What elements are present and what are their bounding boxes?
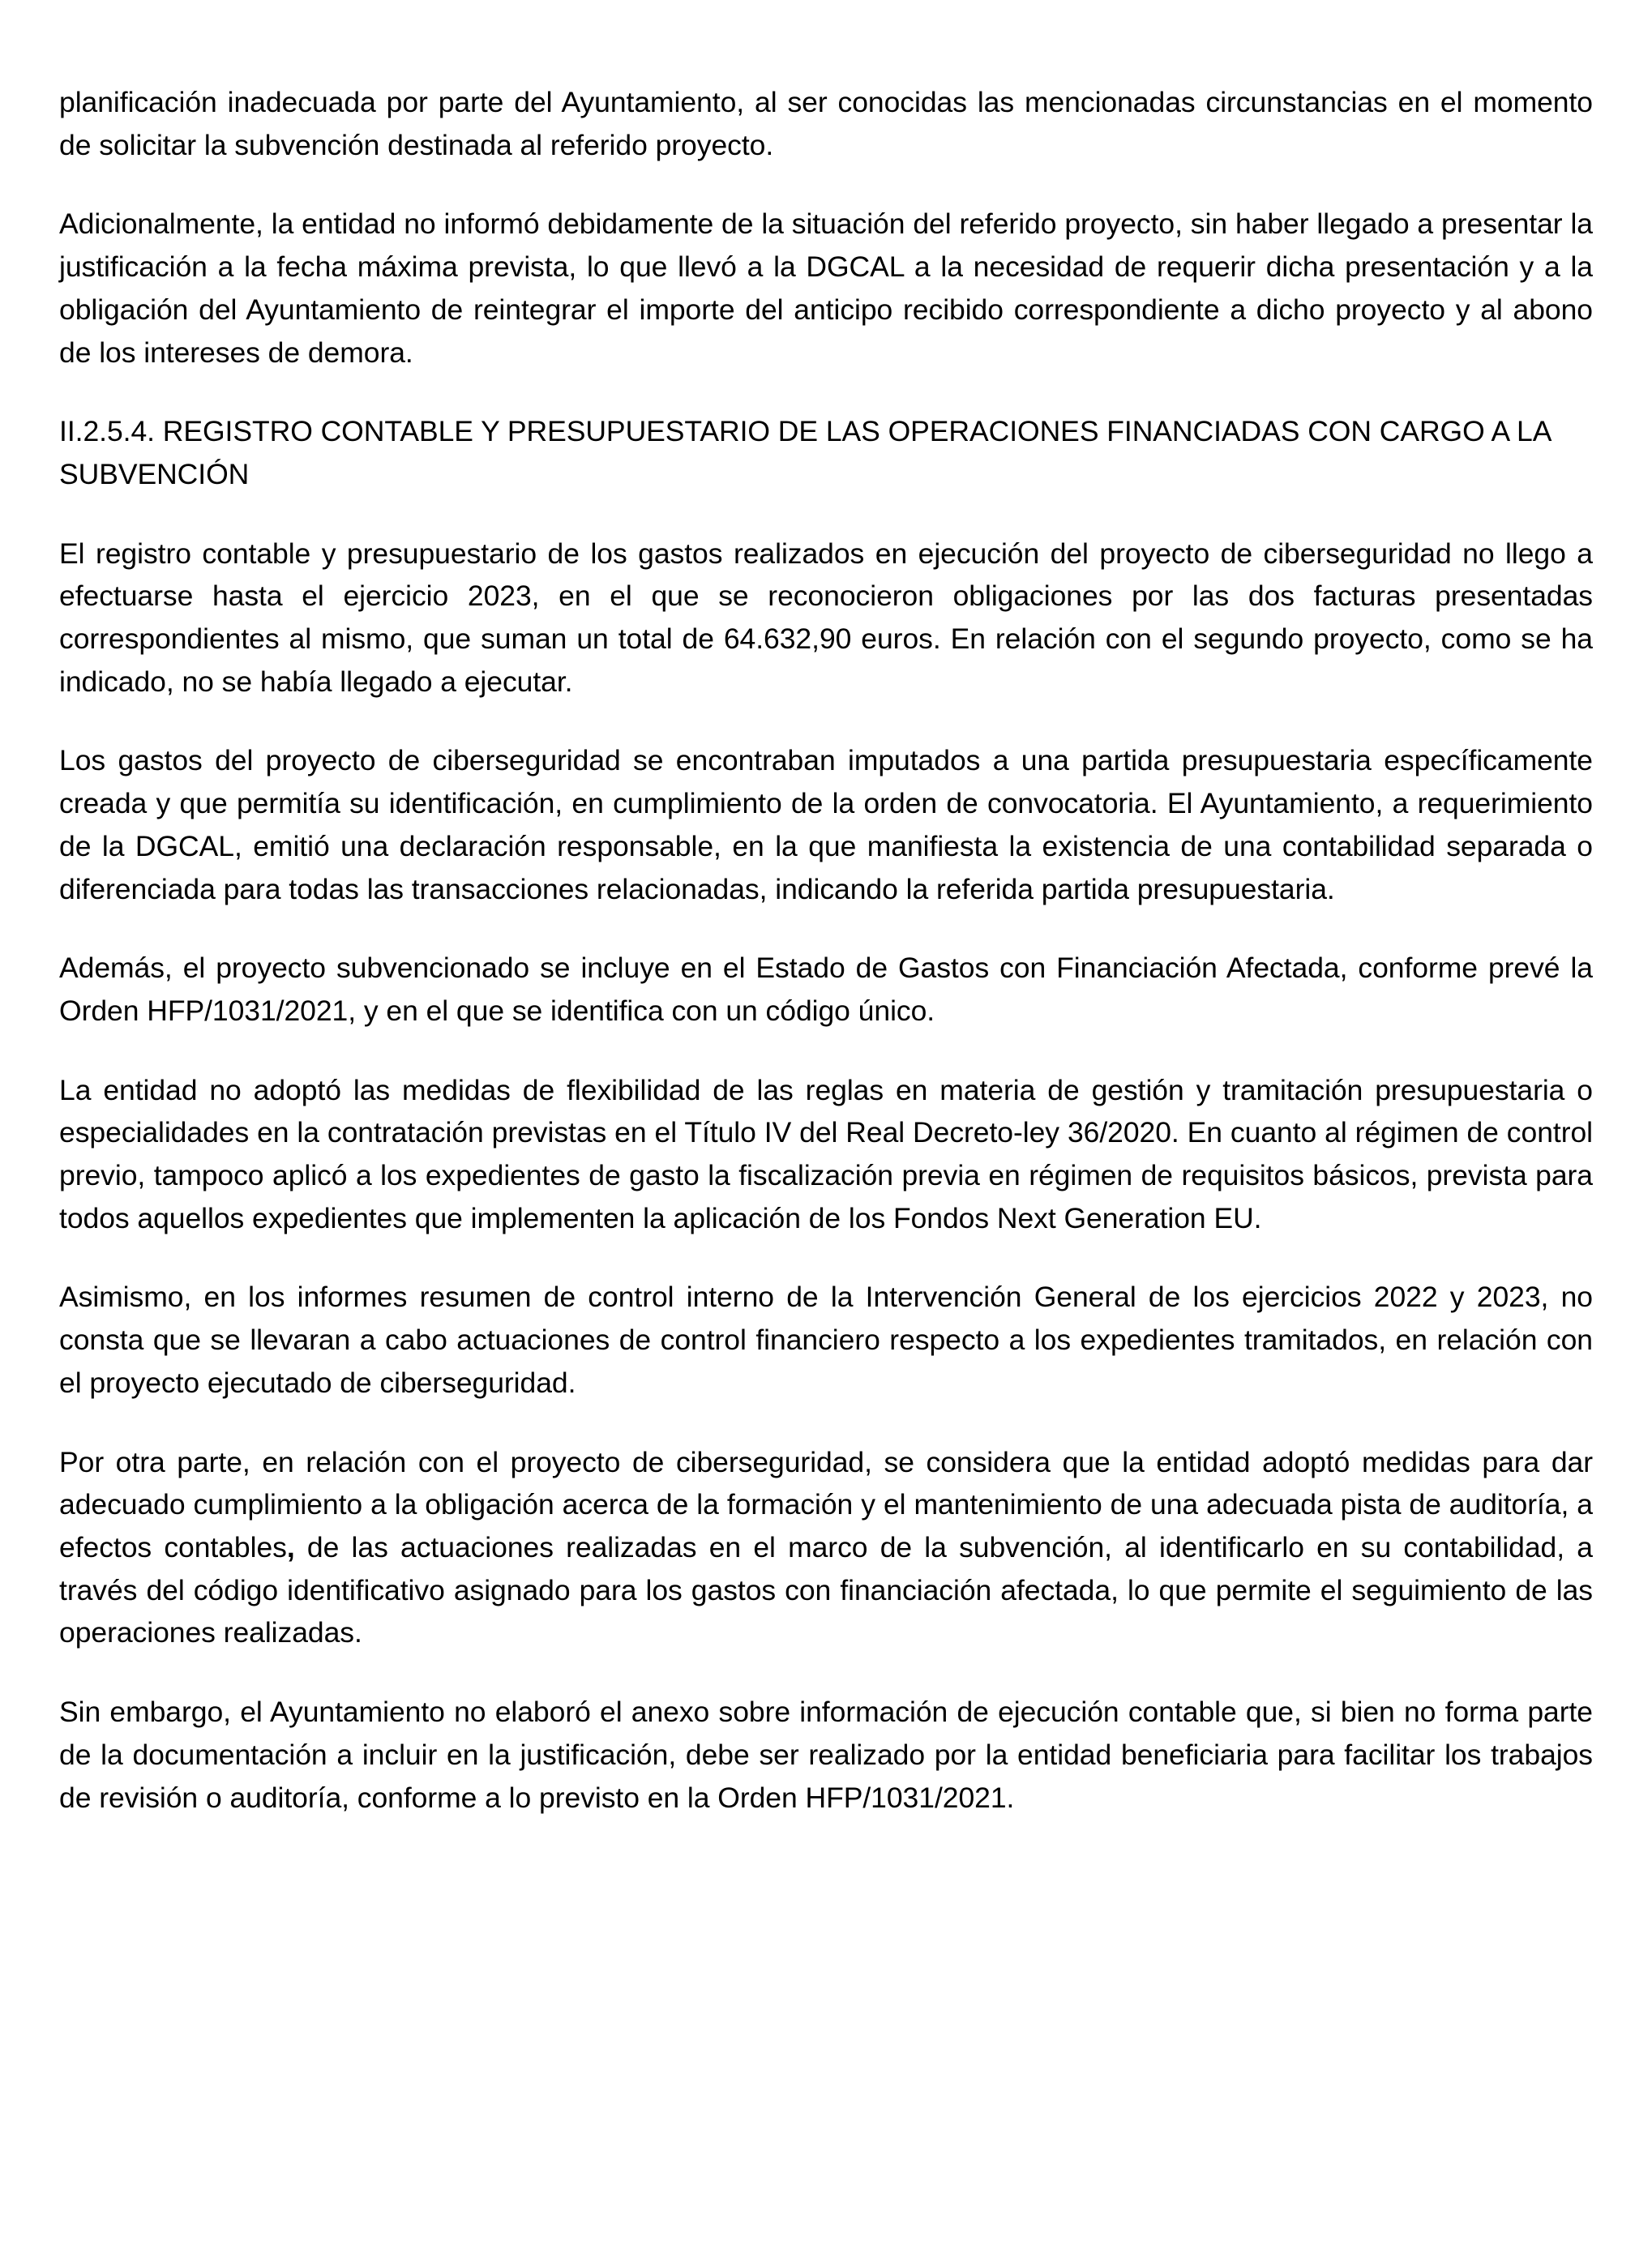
- emphasized-punctuation: ,: [286, 1530, 295, 1563]
- paragraph-informes-control-interno: Asimismo, en los informes resumen de control interno de la Intervención General de los ejercicios 2022 y 2023, no consta que se llevaran a cabo actuaciones de control financiero respecto a los expedientes tramitados, en relación con el proyecto ejecutado de ciberseguridad.: [59, 1281, 1593, 1399]
- paragraph-gastos-imputados: Los gastos del proyecto de ciberseguridad se encontraban imputados a una partida presupuestaria específicamente creada y que permitía su identificación, en cumplimiento de la orden de convocatoria. El Ayuntamiento, a requerimiento de la DGCAL, emitió una declaración responsable, en la que manifiesta la existencia de una contabilidad separada o diferenciada para todas las transacciones relacionadas, indicando la referida partida presupuestaria.: [59, 744, 1593, 905]
- paragraph-adicionalmente: Adicionalmente, la entidad no informó debidamente de la situación del referido proyecto, sin haber llegado a presentar la justificación a la fecha máxima prevista, lo que llevó a la DGCAL a la necesidad de requerir dicha presentación y a la obligación del Ayuntamiento de reintegrar el importe del anticipo recibido correspondiente a dicho proyecto y al abono de los intereses de demora.: [59, 207, 1593, 369]
- section-heading-ii-2-5-4: II.2.5.4. REGISTRO CONTABLE Y PRESUPUESTARIO DE LAS OPERACIONES FINANCIADAS CON CARGO A LA SUBVENCIÓN: [59, 415, 1551, 490]
- paragraph-anexo-ejecucion-contable: Sin embargo, el Ayuntamiento no elaboró el anexo sobre información de ejecución contable que, si bien no forma parte de la documentación a incluir en la justificación, debe ser realizado por la entidad beneficiaria para facilitar los trabajos de revisión o auditoría, conforme a lo previsto en la Orden HFP/1031/2021.: [59, 1696, 1593, 1814]
- paragraph-medidas-flexibilidad: La entidad no adoptó las medidas de flexibilidad de las reglas en materia de gestión y tramitación presupuestaria o especialidades en la contratación previstas en el Título IV del Real Decreto-ley 36/2020. En cuanto al régimen de control previo, tampoco aplicó a los expedientes de gasto la fiscalización previa en régimen de requisitos básicos, prevista para todos aquellos expedientes que implementen la aplicación de los Fondos Next Generation EU.: [59, 1073, 1593, 1234]
- paragraph-registro-contable: El registro contable y presupuestario de los gastos realizados en ejecución del proyecto de ciberseguridad no llego a efectuarse hasta el ejercicio 2023, en el que se reconocieron obligaciones por las dos facturas presentadas correspondientes al mismo, que suman un total de 64.632,90 euros. En relación con el segundo proyecto, como se ha indicado, no se había llegado a ejecutar.: [59, 537, 1593, 698]
- document-body: [59, 81, 1593, 1819]
- paragraph-estado-gastos-financiacion-afectada: Además, el proyecto subvencionado se incluye en el Estado de Gastos con Financiación Afectada, conforme prevé la Orden HFP/1031/2021, y en el que se identifica con un código único.: [59, 952, 1593, 1027]
- paragraph-planificacion-inadecuada: planificación inadecuada por parte del Ayuntamiento, al ser conocidas las mencionadas circunstancias en el momento de solicitar la subvención destinada al referido proyecto.: [59, 86, 1593, 161]
- paragraph-pista-auditoria: Por otra parte, en relación con el proyecto de ciberseguridad, se considera que la entidad adoptó medidas para dar adecuado cumplimiento a la obligación acerca de la formación y el mantenimiento de una adecuada pista de auditoría, a efectos contables, de las actuaciones realizadas en el marco de la subvención, al identificarlo en su contabilidad, a través del código identificativo asignado para los gastos con financiación afectada, lo que permite el seguimiento de las operaciones realizadas.: [59, 1445, 1593, 1649]
